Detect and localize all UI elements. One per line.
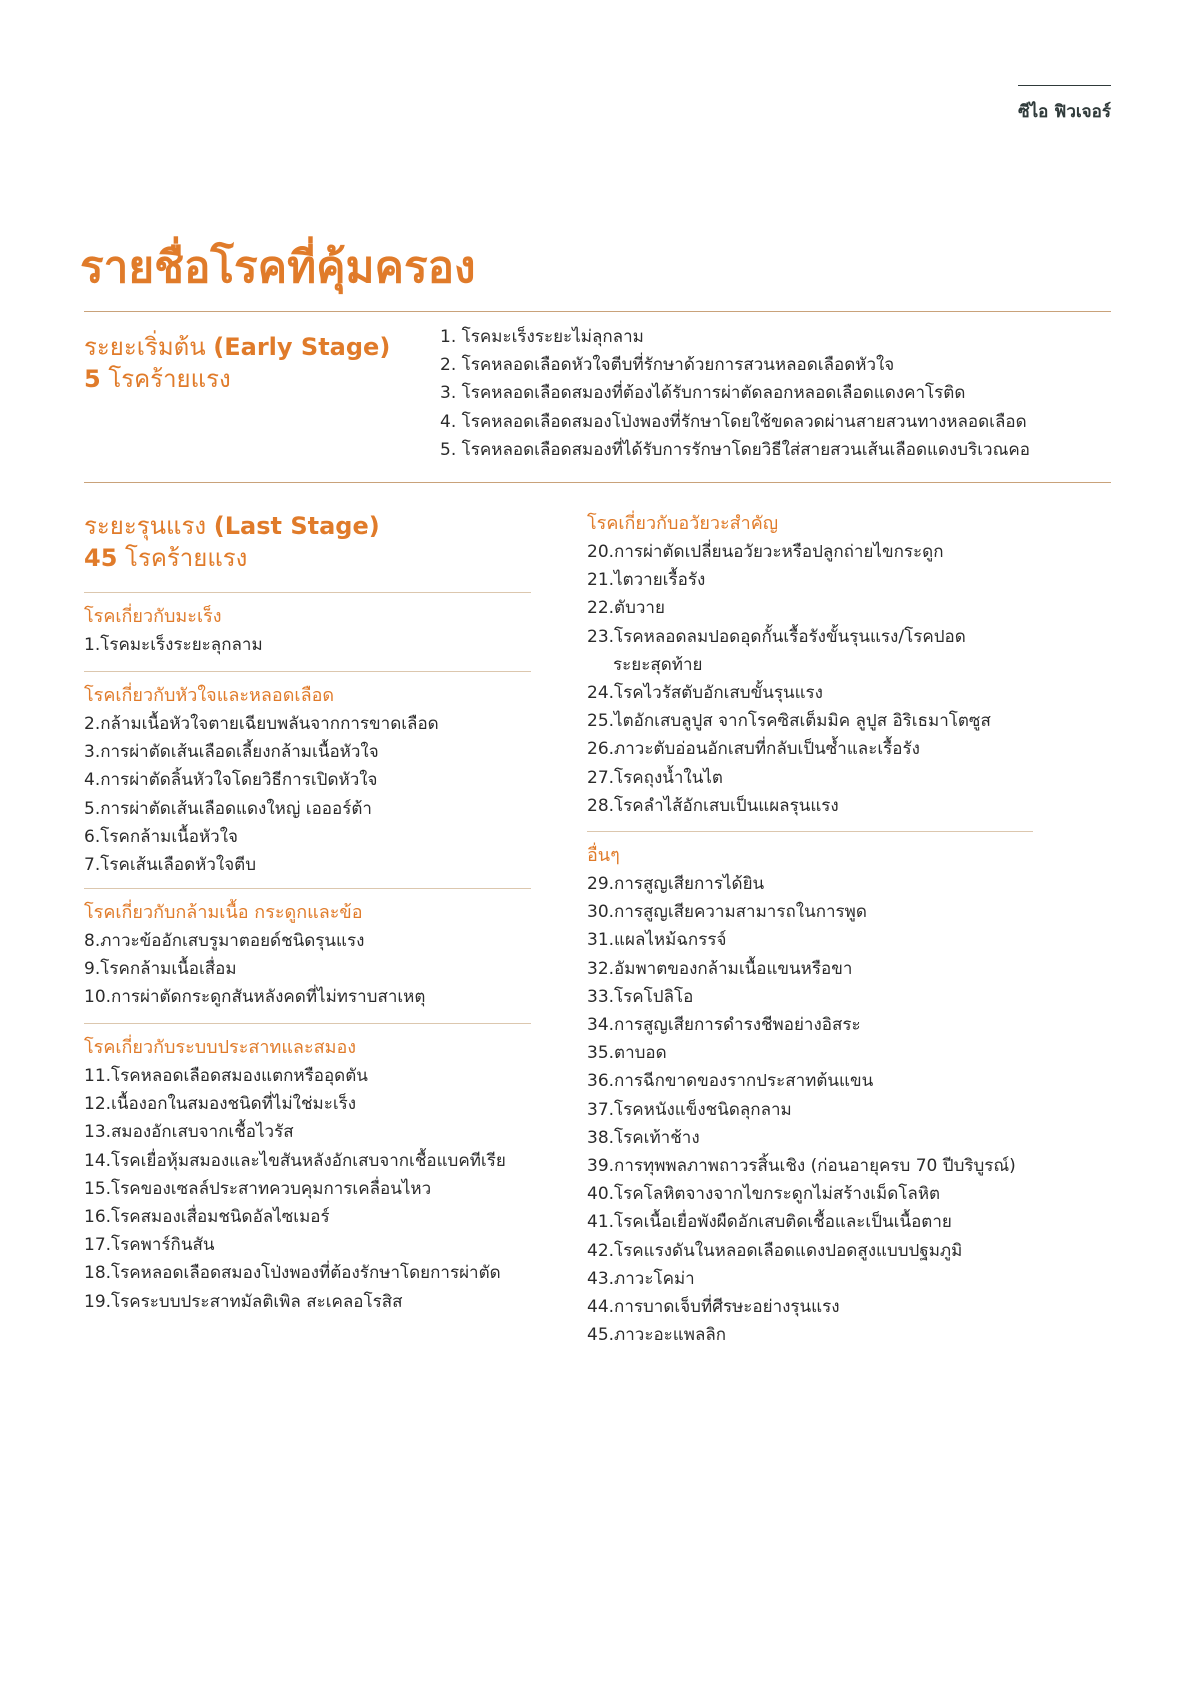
list-item: 22.ตับวาย xyxy=(587,598,665,619)
list-item: 41.โรคเนื้อเยื่อพังผืดอักเสบติดเชื้อและเป็นเนื้อตาย xyxy=(587,1212,952,1233)
list-item: 15.โรคของเซลล์ประสาทควบคุมการเคลื่อนไหว xyxy=(84,1178,432,1199)
list-item: 27.โรคถุงน้ำในไต xyxy=(587,767,723,788)
divider xyxy=(84,671,531,672)
list-item: 35.ตาบอด xyxy=(587,1043,667,1064)
group-title: โรคเกี่ยวกับมะเร็ง xyxy=(84,606,222,627)
list-item: 13.สมองอักเสบจากเชื้อไวรัส xyxy=(84,1122,294,1143)
list-item: 36.การฉีกขาดของรากประสาทต้นแขน xyxy=(587,1071,874,1092)
group-title: โรคเกี่ยวกับอวัยวะสำคัญ xyxy=(587,513,779,534)
list-item: 31.แผลไหม้ฉกรรจ์ xyxy=(587,930,727,951)
list-item: 43.ภาวะโคม่า xyxy=(587,1268,695,1289)
list-item: 1. โรคมะเร็งระยะไม่ลุกลาม xyxy=(440,327,644,347)
list-item: 40.โรคโลหิตจางจากไขกระดูกไม่สร้างเม็ดโลหิต xyxy=(587,1184,941,1205)
list-item: 3. โรคหลอดเลือดสมองที่ต้องได้รับการผ่าตัดลอกหลอดเลือดแดงคาโรติด xyxy=(440,383,966,404)
divider xyxy=(84,482,1111,483)
list-item: 1.โรคมะเร็งระยะลุกลาม xyxy=(84,635,263,655)
list-item: 12.เนื้องอกในสมองชนิดที่ไม่ใช่มะเร็ง xyxy=(84,1094,357,1115)
group-heart xyxy=(84,682,439,879)
list-item: 38.โรคเท้าช้าง xyxy=(587,1127,700,1148)
list-item: 37.โรคหนังแข็งชนิดลุกลาม xyxy=(587,1099,792,1120)
group-title: อื่นๆ xyxy=(587,845,620,866)
last-stage-heading xyxy=(84,510,380,574)
list-item: 16.โรคสมองเสื่อมชนิดอัลไซเมอร์ xyxy=(84,1207,330,1228)
list-item: 21.ไตวายเรื้อรัง xyxy=(587,570,706,591)
group-cancer xyxy=(84,603,263,659)
list-item: 19.โรคระบบประสาทมัลติเพิล สะเคลอโรสิส xyxy=(84,1291,403,1312)
page-title: รายชื่อโรคที่คุ้มครอง xyxy=(80,242,476,293)
list-item: 4.การผ่าตัดลิ้นหัวใจโดยวิธีการเปิดหัวใจ xyxy=(84,770,378,791)
list-item: 28.โรคลำไส้อักเสบเป็นแผลรุนแรง xyxy=(587,795,839,816)
list-item: 11.โรคหลอดเลือดสมองแตกหรืออุดตัน xyxy=(84,1066,368,1086)
list-item: 39.การทุพพลภาพถาวรสิ้นเชิง (ก่อนอายุครบ 70 ปีบริบูรณ์) xyxy=(587,1156,1016,1177)
early-stage-count-text: โรคร้ายแรง xyxy=(108,365,231,393)
early-stage-label: ระยะเริ่มต้น xyxy=(84,333,206,361)
list-item: 9.โรคกล้ามเนื้อเสื่อม xyxy=(84,959,237,980)
list-item: 2.กล้ามเนื้อหัวใจตายเฉียบพลันจากการขาดเลือด xyxy=(84,714,439,734)
list-item: 7.โรคเส้นเลือดหัวใจตีบ xyxy=(84,855,256,876)
list-item: 44.การบาดเจ็บที่ศีรษะอย่างรุนแรง xyxy=(587,1297,840,1318)
group-organs xyxy=(587,510,991,820)
list-item: 34.การสูญเสียการดำรงชีพอย่างอิสระ xyxy=(587,1015,861,1036)
list-item: 24.โรคไวรัสตับอักเสบขั้นรุนแรง xyxy=(587,683,823,704)
group-nervous xyxy=(84,1034,506,1316)
list-item: 32.อัมพาตของกล้ามเนื้อแขนหรือขา xyxy=(587,958,853,979)
list-item: 5.การผ่าตัดเส้นเลือดแดงใหญ่ เอออร์ต้า xyxy=(84,798,372,819)
divider xyxy=(84,1023,531,1024)
list-item: 10.การผ่าตัดกระดูกสันหลังคดที่ไม่ทราบสาเหตุ xyxy=(84,987,426,1008)
early-stage-count: 5 xyxy=(84,365,101,393)
list-item: 3.การผ่าตัดเส้นเลือดเลี้ยงกล้ามเนื้อหัวใจ xyxy=(84,742,379,763)
early-stage-list xyxy=(440,323,1030,464)
list-item: 4. โรคหลอดเลือดสมองโป่งพองที่รักษาโดยใช้ขดลวดผ่านสายสวนทางหลอดเลือด xyxy=(440,411,1027,432)
list-item: 6.โรคกล้ามเนื้อหัวใจ xyxy=(84,826,238,847)
list-item: 17.โรคพาร์กินสัน xyxy=(84,1235,215,1256)
early-stage-heading xyxy=(84,331,390,395)
last-stage-count: 45 xyxy=(84,544,118,572)
list-item: 45.ภาวะอะแพลลิก xyxy=(587,1325,727,1346)
group-others xyxy=(587,842,1016,1349)
list-item: 42.โรคแรงดันในหลอดเลือดแดงปอดสูงแบบปฐมภูมิ xyxy=(587,1240,963,1261)
group-title: โรคเกี่ยวกับระบบประสาทและสมอง xyxy=(84,1037,357,1058)
group-title: โรคเกี่ยวกับหัวใจและหลอดเลือด xyxy=(84,685,335,706)
list-item-continuation: ระยะสุดท้าย xyxy=(613,654,703,675)
early-stage-en: (Early Stage) xyxy=(213,333,391,361)
list-item: 5. โรคหลอดเลือดสมองที่ได้รับการรักษาโดยวิธีใส่สายสวนเส้นเลือดแดงบริเวณคอ xyxy=(440,439,1030,460)
last-stage-label: ระยะรุนแรง xyxy=(84,512,207,540)
group-title: โรคเกี่ยวกับกล้ามเนื้อ กระดูกและข้อ xyxy=(84,902,363,923)
last-stage-en: (Last Stage) xyxy=(213,512,380,540)
divider xyxy=(84,311,1111,312)
group-musculoskeletal xyxy=(84,899,425,1012)
list-item: 26.ภาวะตับอ่อนอักเสบที่กลับเป็นซ้ำและเรื้อรัง xyxy=(587,739,920,760)
brand-name: ซีไอ ฟิวเจอร์ xyxy=(1018,102,1111,122)
divider xyxy=(587,831,1033,832)
list-item: 8.ภาวะข้ออักเสบรูมาตอยด์ชนิดรุนแรง xyxy=(84,931,365,951)
divider xyxy=(84,888,531,889)
list-item: 29.การสูญเสียการได้ยิน xyxy=(587,874,765,894)
list-item: 33.โรคโปลิโอ xyxy=(587,986,694,1007)
list-item: 23.โรคหลอดลมปอดอุดกั้นเรื้อรังขั้นรุนแรง/โรคปอด xyxy=(587,626,966,647)
list-item: 25.ไตอักเสบลูปูส จากโรคซิสเต็มมิค ลูปูส อิริเธมาโตซูส xyxy=(587,711,991,732)
last-stage-count-text: โรคร้ายแรง xyxy=(125,544,248,572)
list-item: 14.โรคเยื่อหุ้มสมองและไขสันหลังอักเสบจากเชื้อแบคทีเรีย xyxy=(84,1150,506,1171)
list-item: 20.การผ่าตัดเปลี่ยนอวัยวะหรือปลูกถ่ายไขกระดูก xyxy=(587,542,944,562)
list-item: 18.โรคหลอดเลือดสมองโป่งพองที่ต้องรักษาโดยการผ่าตัด xyxy=(84,1263,501,1284)
brand-divider xyxy=(1018,85,1111,86)
divider xyxy=(84,592,531,593)
list-item: 2. โรคหลอดเลือดหัวใจตีบที่รักษาด้วยการสวนหลอดเลือดหัวใจ xyxy=(440,355,895,376)
list-item: 30.การสูญเสียความสามารถในการพูด xyxy=(587,902,867,923)
